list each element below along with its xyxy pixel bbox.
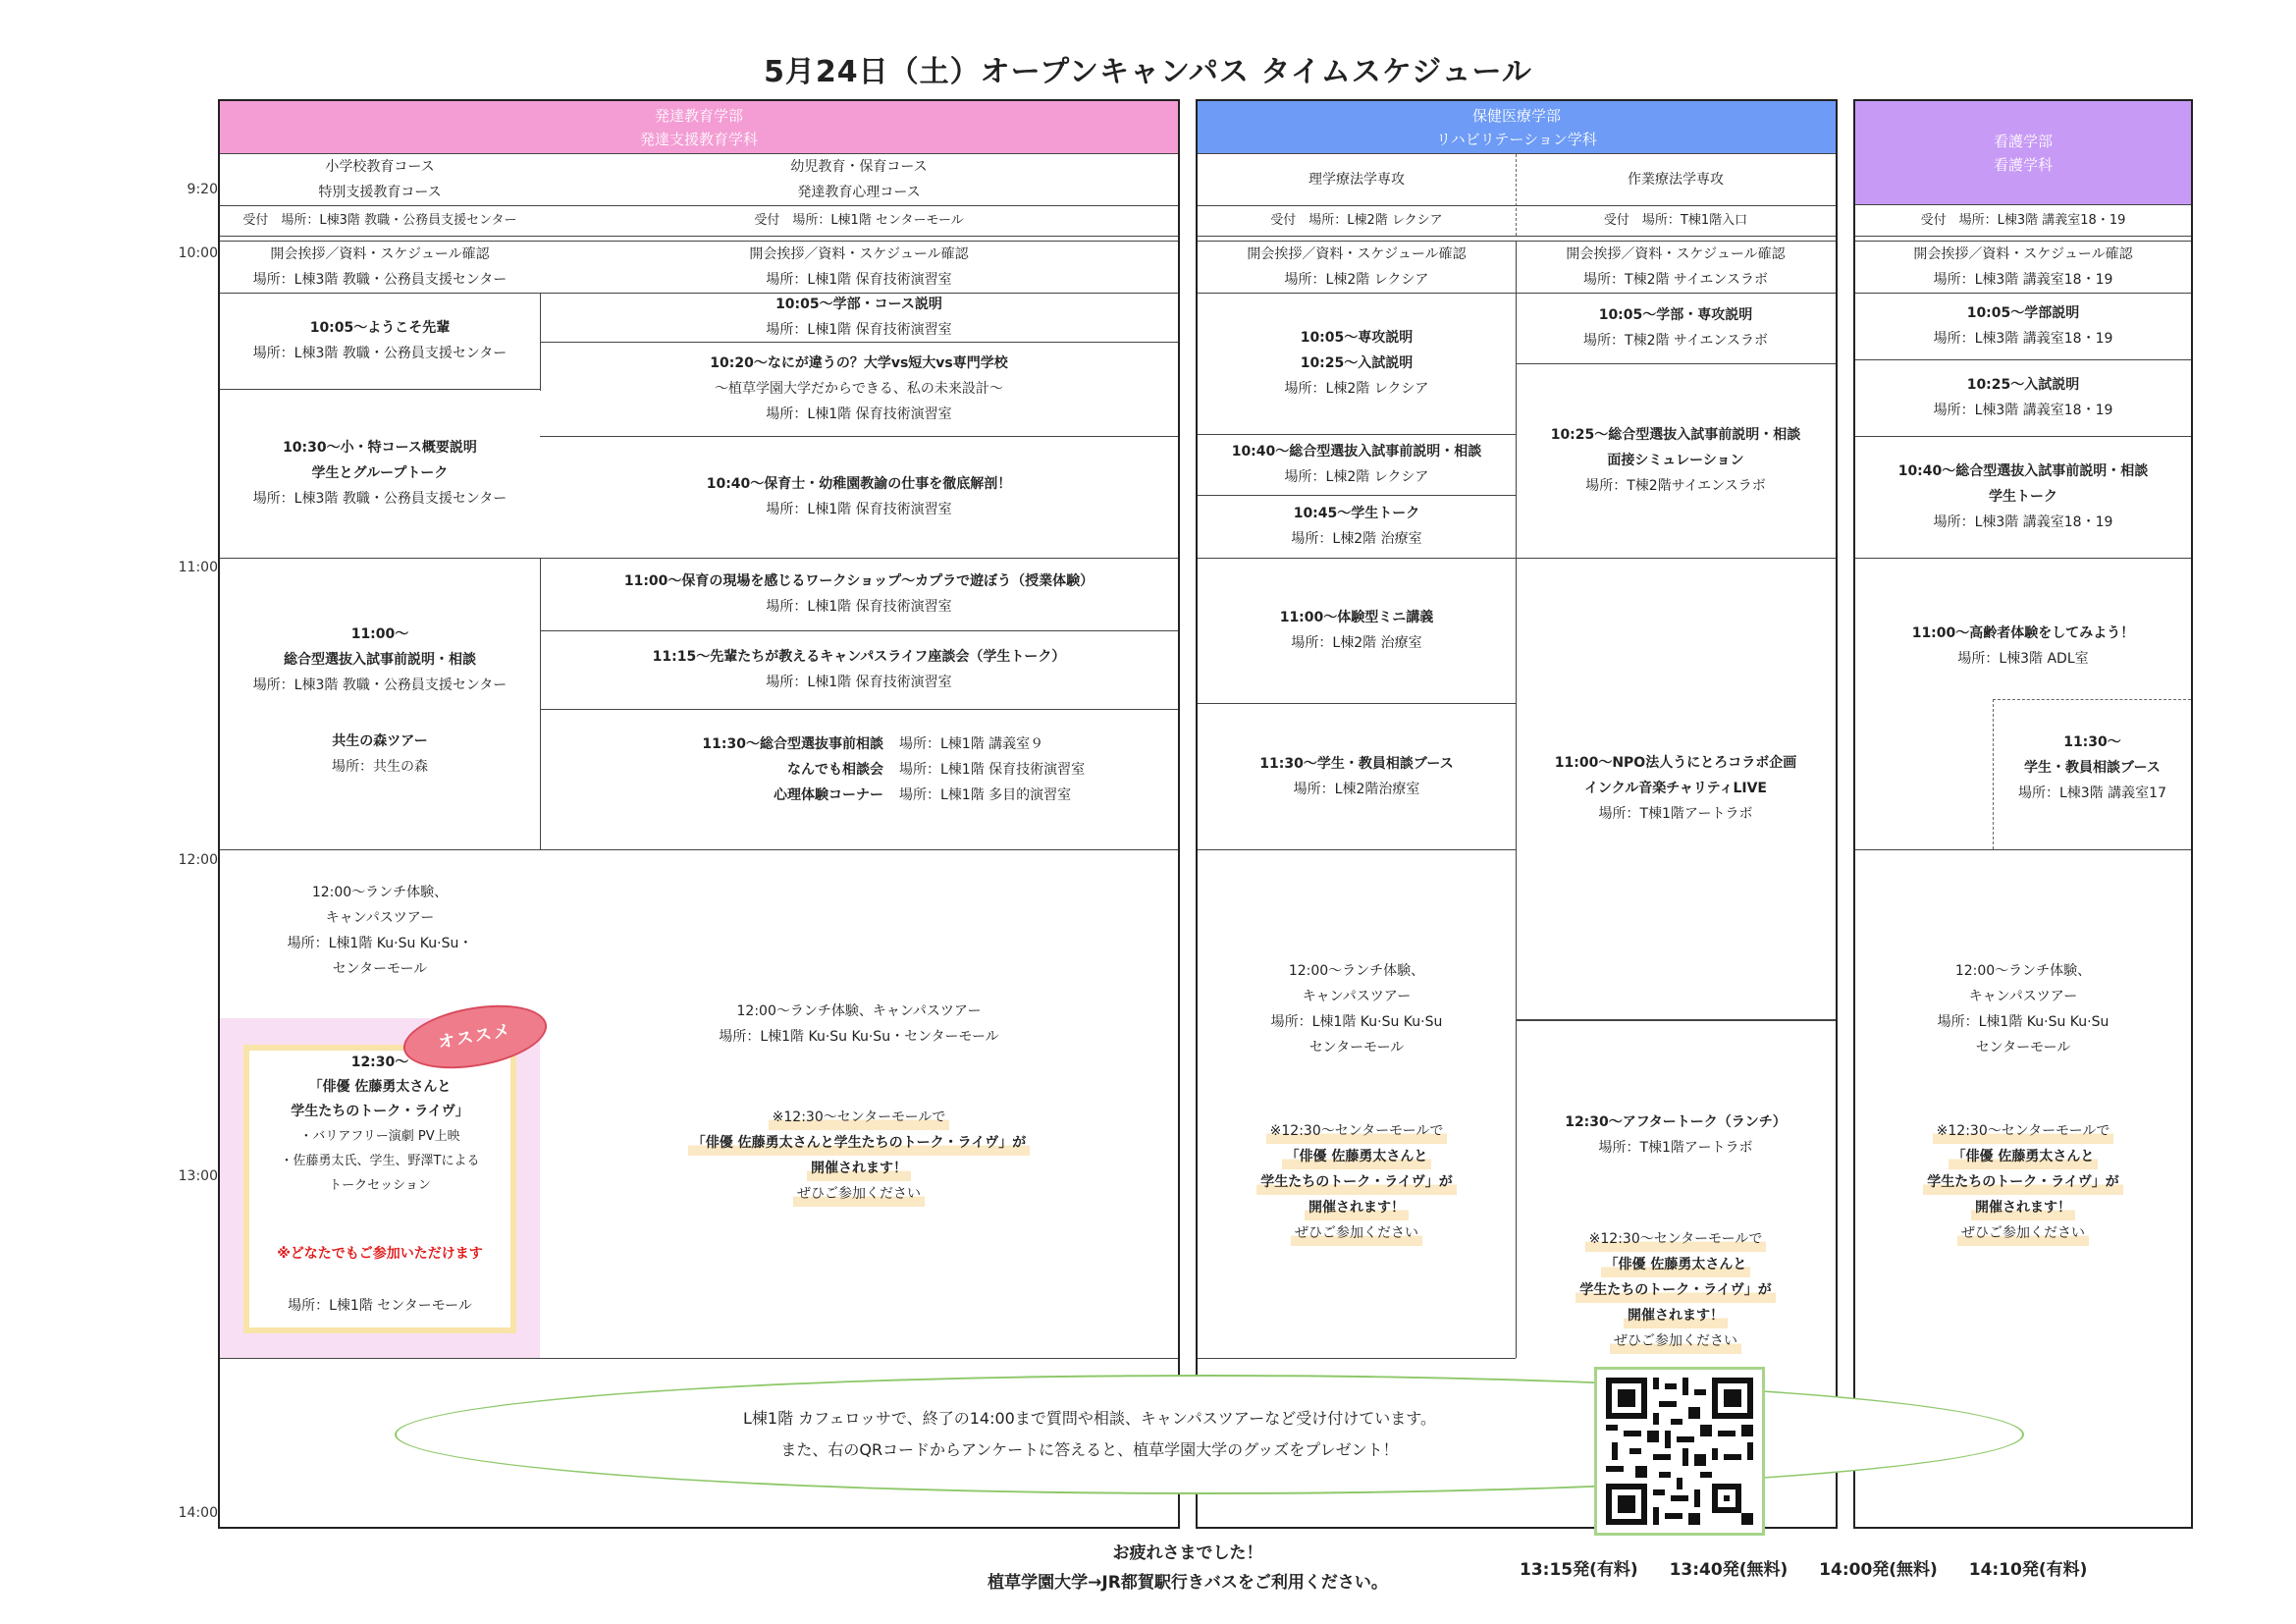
event-place: 場所：L棟2階 レクシア [1284, 469, 1429, 485]
note-text: ぜひご参加ください [1957, 1220, 2089, 1246]
nursing-reception: 受付 場所：L棟3階 講義室18・19 [1920, 213, 2126, 228]
event-title: 10:05～学部・コース説明 [775, 297, 942, 312]
event-place: 場所：T棟1階アートラボ [1598, 1140, 1753, 1156]
reception-left: 受付 場所：L棟3階 教職・公務員支援センター [242, 213, 517, 228]
faculty-name: 保健医療学部 [1471, 106, 1561, 125]
event-title: 10:05～専攻説明 [1300, 330, 1414, 346]
faculty-name: 看護学部 [1993, 132, 2053, 150]
health-course-left: 理学療法学専攻 [1308, 172, 1405, 188]
dev-right-note [540, 1100, 1178, 1212]
department-name: 看護学科 [1993, 155, 2053, 174]
event-place: 場所：L棟3階 講義室17 [2018, 785, 2166, 801]
health-left-1040 [1198, 434, 1516, 495]
event-place: 場所：L棟1階 保育技術演習室 [899, 762, 1086, 778]
note-text: 学生たちのトーク・ライヴ」が [1923, 1169, 2123, 1195]
health-right-1100 [1516, 558, 1836, 1019]
event-title: 10:05～学部説明 [1966, 305, 2080, 321]
event-title: 11:30～総合型選抜事前相談 [702, 736, 883, 752]
event-place: 場所：L棟3階 教職・公務員支援センター [252, 677, 507, 693]
thanks-line: お疲れさまでした！ [1112, 1543, 1263, 1563]
event-title: 10:25～総合型選抜入試事前説明・相談 [1550, 427, 1801, 443]
dev-left-open [220, 242, 540, 293]
recommend-badge: オススメ [399, 996, 552, 1079]
event-title: 10:40～保育士・幼稚園教諭の仕事を徹底解剖！ [706, 476, 1012, 492]
event-title: 11:30～学生・教員相談ブース [1259, 755, 1454, 772]
reception-right: 受付 場所：L棟1階 センターモール [754, 213, 964, 228]
recommend-place: 場所：L棟1階 センターモール [288, 1298, 472, 1314]
event-title: 11:30～ [2063, 734, 2121, 750]
event-place: 場所：L棟1階 保育技術演習室 [766, 675, 952, 690]
event-place: 場所：L棟1階 保育技術演習室 [766, 406, 952, 422]
event-title: 開会挨拶／資料・スケジュール確認 [749, 246, 969, 262]
event-title: なんでも相談会 [787, 762, 883, 778]
health-right-1025 [1516, 363, 1836, 558]
event-title: 12:00～ランチ体験、 [1288, 963, 1425, 979]
health-right-1230 [1516, 1108, 1836, 1163]
dev-right-1040 [540, 436, 1178, 558]
event-place: 場所：L棟1階 保育技術演習室 [766, 599, 952, 615]
event-place: センターモール [332, 961, 428, 977]
event-place: 場所：L棟1階 保育技術演習室 [766, 322, 952, 338]
event-title: 開会挨拶／資料・スケジュール確認 [270, 246, 490, 262]
health-left-note [1198, 1117, 1516, 1247]
event-title: 12:00～ランチ体験、 [311, 885, 449, 900]
course-name: 発達教育心理コース [797, 185, 921, 200]
nursing-open [1855, 242, 2191, 293]
note-text: ぜひご参加ください [1610, 1328, 1741, 1354]
health-right-1005 [1516, 293, 1836, 363]
event-title: 開会挨拶／資料・スケジュール確認 [1566, 246, 1786, 262]
event-title: 10:40～総合型選抜入試事前説明・相談 [1231, 444, 1482, 460]
note-text: 「俳優 佐藤勇太さんと [1601, 1252, 1751, 1277]
course-name: 小学校教育コース [325, 159, 435, 175]
event-place: 場所：L棟2階 治療室 [1291, 635, 1422, 651]
event-title: 12:00～ランチ体験、 [1954, 963, 2092, 979]
event-title: インクル音楽チャリティLIVE [1583, 781, 1767, 796]
event-title: キャンパスツアー [325, 910, 435, 926]
dev-right-1020 [540, 342, 1178, 436]
event-title: 共生の森ツアー [332, 733, 428, 749]
event-place: 場所：L棟3階 教職・公務員支援センター [252, 272, 507, 288]
divider [540, 709, 1178, 710]
divider [1855, 558, 2191, 559]
nursing-1130 [1994, 727, 2191, 809]
info-line: また、右のQRコードからアンケートに答えると、植草学園大学のグッズをプレゼント！ [780, 1440, 1399, 1459]
dev-left-lunch [220, 879, 540, 983]
dev-header [220, 101, 1178, 154]
divider [1855, 849, 2191, 850]
divider [220, 1358, 1178, 1359]
event-title: 12:30～アフタートーク（ランチ） [1565, 1114, 1787, 1130]
info-line: L棟1階 カフェロッサで、終了の14:00まで質問や相談、キャンパスツアーなど受け付けています。 [743, 1409, 1436, 1428]
divider [1198, 236, 1836, 237]
event-place: 場所：L棟1階 Ku·Su Ku·Su [1937, 1014, 2109, 1030]
event-title: 11:00～体験型ミニ講義 [1279, 610, 1434, 625]
dev-right-1100 [540, 558, 1178, 630]
dev-left-welcome [220, 293, 540, 389]
event-title: 11:00～NPO法人うにとろコラボ企画 [1554, 755, 1797, 771]
event-place: 場所：L棟1階 保育技術演習室 [766, 272, 952, 288]
event-place: 場所：T棟2階サイエンスラボ [1585, 478, 1766, 494]
event-title: 10:25～入試説明 [1966, 377, 2080, 393]
event-place: 場所：L棟3階 講義室18・19 [1933, 331, 2113, 347]
time-label: 12:00 [178, 852, 218, 868]
reception-left: 受付 場所：L棟2階 レクシア [1270, 213, 1443, 228]
event-place: 場所：L棟2階 レクシア [1284, 381, 1429, 397]
department-name: 発達支援教育学科 [639, 130, 758, 148]
note-text: ※12:30～センターモールで [1585, 1226, 1767, 1252]
event-title: 10:30～小・特コース概要説明 [283, 440, 477, 456]
event-place: 場所：T棟2階 サイエンスラボ [1583, 272, 1768, 288]
event-title: 12:00～ランチ体験、キャンパスツアー [736, 1003, 982, 1019]
bus-schedule [1520, 1555, 2207, 1585]
nursing-1040 [1855, 436, 2191, 558]
event-title: 学生たちのトーク・ライヴ」 [291, 1104, 469, 1119]
recommend-notice: ※どなたでもご参加いただけます [277, 1246, 483, 1262]
health-left-1045 [1198, 495, 1516, 558]
event-title: 10:20～なにが違うの？大学vs短大vs専門学校 [710, 355, 1008, 371]
event-place: 場所：T棟1階アートラボ [1598, 806, 1753, 822]
dev-left-forest [220, 727, 540, 782]
event-place: 場所：L棟1階 講義室９ [899, 736, 1044, 752]
event-detail: ・バリアフリー演劇 PV上映 [299, 1129, 460, 1144]
event-detail: トークセッション [329, 1178, 431, 1193]
health-course-right: 作業療法学専攻 [1628, 172, 1724, 188]
note-text: 開催されます！ [1624, 1303, 1728, 1328]
info-text [550, 1402, 1629, 1467]
event-subtitle: ～植草学園大学だからできる、私の未来設計～ [715, 381, 1003, 397]
event-title: 11:15～先輩たちが教えるキャンパスライフ座談会（学生トーク） [652, 649, 1066, 665]
note-text: 開催されます！ [807, 1156, 911, 1181]
time-label: 13:00 [178, 1168, 218, 1184]
event-detail: ・佐藤勇太氏、学生、野澤Tによる [280, 1154, 480, 1168]
event-place: 場所：L棟1階 Ku·Su Ku·Su・ [287, 936, 473, 951]
dev-right-1115 [540, 630, 1178, 709]
bus-time: 13:15発(有料) [1520, 1560, 1638, 1580]
event-place: 場所：L棟3階 講義室18・19 [1933, 272, 2113, 288]
event-place: 場所：L棟1階 保育技術演習室 [766, 502, 952, 517]
dev-right-open [540, 242, 1178, 293]
page-title: 5月24日（土）オープンキャンパス タイムスケジュール [764, 55, 1532, 89]
health-header [1198, 101, 1836, 154]
event-title: 開会挨拶／資料・スケジュール確認 [1247, 246, 1467, 262]
note-text: ※12:30～センターモールで [1266, 1118, 1448, 1144]
dev-right-1005 [540, 293, 1178, 342]
divider [1855, 236, 2191, 237]
bus-time: 14:00発(無料) [1819, 1560, 1938, 1580]
dev-right-1130 [540, 731, 1178, 820]
health-right-open [1516, 242, 1836, 293]
event-title: 10:25～入試説明 [1300, 355, 1414, 371]
note-text: ※12:30～センターモールで [769, 1105, 950, 1130]
event-title: 10:05～ようこそ先輩 [309, 320, 451, 336]
department-name: リハビリテーション学科 [1436, 130, 1597, 148]
time-label: 10:00 [178, 245, 218, 261]
note-text: ぜひご参加ください [793, 1181, 925, 1207]
event-title: 12:30～ [350, 1055, 409, 1070]
nursing-note [1855, 1117, 2191, 1247]
event-place: 場所：L棟2階治療室 [1293, 781, 1420, 797]
divider [1198, 849, 1516, 850]
nursing-1100 [1855, 619, 2191, 674]
event-place: 場所：L棟1階 Ku·Su Ku·Su [1270, 1014, 1443, 1030]
divider [220, 236, 1178, 237]
event-place: 場所：L棟1階 Ku·Su Ku·Su・センターモール [719, 1029, 999, 1045]
event-place: センターモール [1308, 1040, 1405, 1056]
event-title: 開会挨拶／資料・スケジュール確認 [1913, 246, 2133, 262]
note-text: 「俳優 佐藤勇太さんと [1949, 1144, 2099, 1169]
event-place: 場所：L棟3階 講義室18・19 [1933, 403, 2113, 418]
faculty-name: 発達教育学部 [654, 106, 743, 125]
note-text: 「俳優 佐藤勇太さんと学生たちのトーク・ライヴ」が [688, 1130, 1030, 1156]
event-title: キャンパスツアー [1302, 989, 1412, 1004]
course-name: 幼児教育・保育コース [790, 159, 928, 175]
dev-left-1030 [220, 389, 540, 558]
event-title: 11:00～保育の現場を感じるワークショップ～カプラで遊ぼう（授業体験） [623, 573, 1095, 589]
dev-left-1100 [220, 619, 540, 701]
event-title: 学生トーク [1989, 489, 2057, 505]
event-title: 総合型選抜入試事前説明・相談 [284, 652, 476, 668]
thanks-message [746, 1537, 1629, 1599]
event-title: 10:05～学部・専攻説明 [1598, 307, 1753, 323]
note-text: 開催されます！ [1971, 1195, 2075, 1220]
time-label: 14:00 [178, 1505, 218, 1521]
event-place: センターモール [1975, 1040, 2071, 1056]
event-title: 心理体験コーナー [774, 787, 883, 803]
event-place: 場所：L棟3階 教職・公務員支援センター [252, 491, 507, 507]
nursing-header [1855, 101, 2191, 205]
note-text: ※12:30～センターモールで [1933, 1118, 2114, 1144]
health-left-1100 [1198, 558, 1516, 703]
thanks-line: 植草学園大学→JR都賀駅行きバスをご利用ください。 [988, 1573, 1388, 1593]
reception-right: 受付 場所：T棟1階入口 [1603, 213, 1748, 228]
event-title: 学生とグループトーク [311, 465, 449, 481]
event-title: 10:45～学生トーク [1293, 506, 1420, 521]
nursing-1025 [1855, 359, 2191, 436]
bus-time: 13:40発(無料) [1669, 1560, 1789, 1580]
event-place: 場所：L棟1階 多目的演習室 [899, 787, 1072, 803]
note-text: 「俳優 佐藤勇太さんと [1282, 1144, 1432, 1169]
nursing-lunch [1855, 957, 2191, 1061]
note-text: 開催されます！ [1305, 1195, 1409, 1220]
note-text: ぜひご参加ください [1291, 1220, 1422, 1246]
event-place: 場所：L棟2階 治療室 [1291, 531, 1422, 547]
course-left [220, 154, 540, 205]
event-place: 場所：T棟2階 サイエンスラボ [1583, 333, 1768, 349]
course-right [540, 154, 1178, 205]
bus-time: 14:10発(有料) [1968, 1560, 2088, 1580]
event-place: 場所：L棟3階 教職・公務員支援センター [252, 346, 507, 361]
event-place: 場所：L棟3階 ADL室 [1957, 651, 2089, 667]
event-title: 学生・教員相談ブース [2024, 760, 2161, 776]
recommend-content [249, 1051, 510, 1198]
note-text: 学生たちのトーク・ライヴ」が [1575, 1277, 1776, 1303]
qr-code-icon [1606, 1378, 1753, 1525]
time-label: 9:20 [187, 182, 218, 197]
divider [1198, 1358, 1516, 1359]
event-place: 場所：共生の森 [332, 759, 428, 775]
divider [220, 849, 1178, 850]
health-left-open [1198, 242, 1516, 293]
course-name: 特別支援教育コース [318, 185, 442, 200]
event-title: 11:00～ [350, 626, 409, 642]
event-title: キャンパスツアー [1968, 989, 2078, 1004]
time-label: 11:00 [178, 560, 218, 575]
survey-qr-code[interactable] [1594, 1367, 1765, 1536]
health-left-1005 [1198, 293, 1516, 434]
event-title: 面接シミュレーション [1607, 453, 1744, 468]
health-left-1130 [1198, 703, 1516, 849]
nursing-1005 [1855, 293, 2191, 359]
health-left-lunch [1198, 957, 1516, 1061]
event-place: 場所：L棟3階 講義室18・19 [1933, 514, 2113, 530]
divider [1993, 699, 2191, 700]
event-title: 10:40～総合型選抜入試事前説明・相談 [1897, 463, 2149, 479]
health-right-note [1516, 1225, 1836, 1355]
divider [1516, 1019, 1836, 1021]
event-title: 11:00～高齢者体験をしてみよう！ [1911, 625, 2135, 641]
note-text: 学生たちのトーク・ライヴ」が [1256, 1169, 1457, 1195]
dev-right-lunch [540, 997, 1178, 1052]
event-place: 場所：L棟2階 レクシア [1284, 272, 1429, 288]
event-title: 「俳優 佐藤勇太さんと [308, 1079, 452, 1095]
